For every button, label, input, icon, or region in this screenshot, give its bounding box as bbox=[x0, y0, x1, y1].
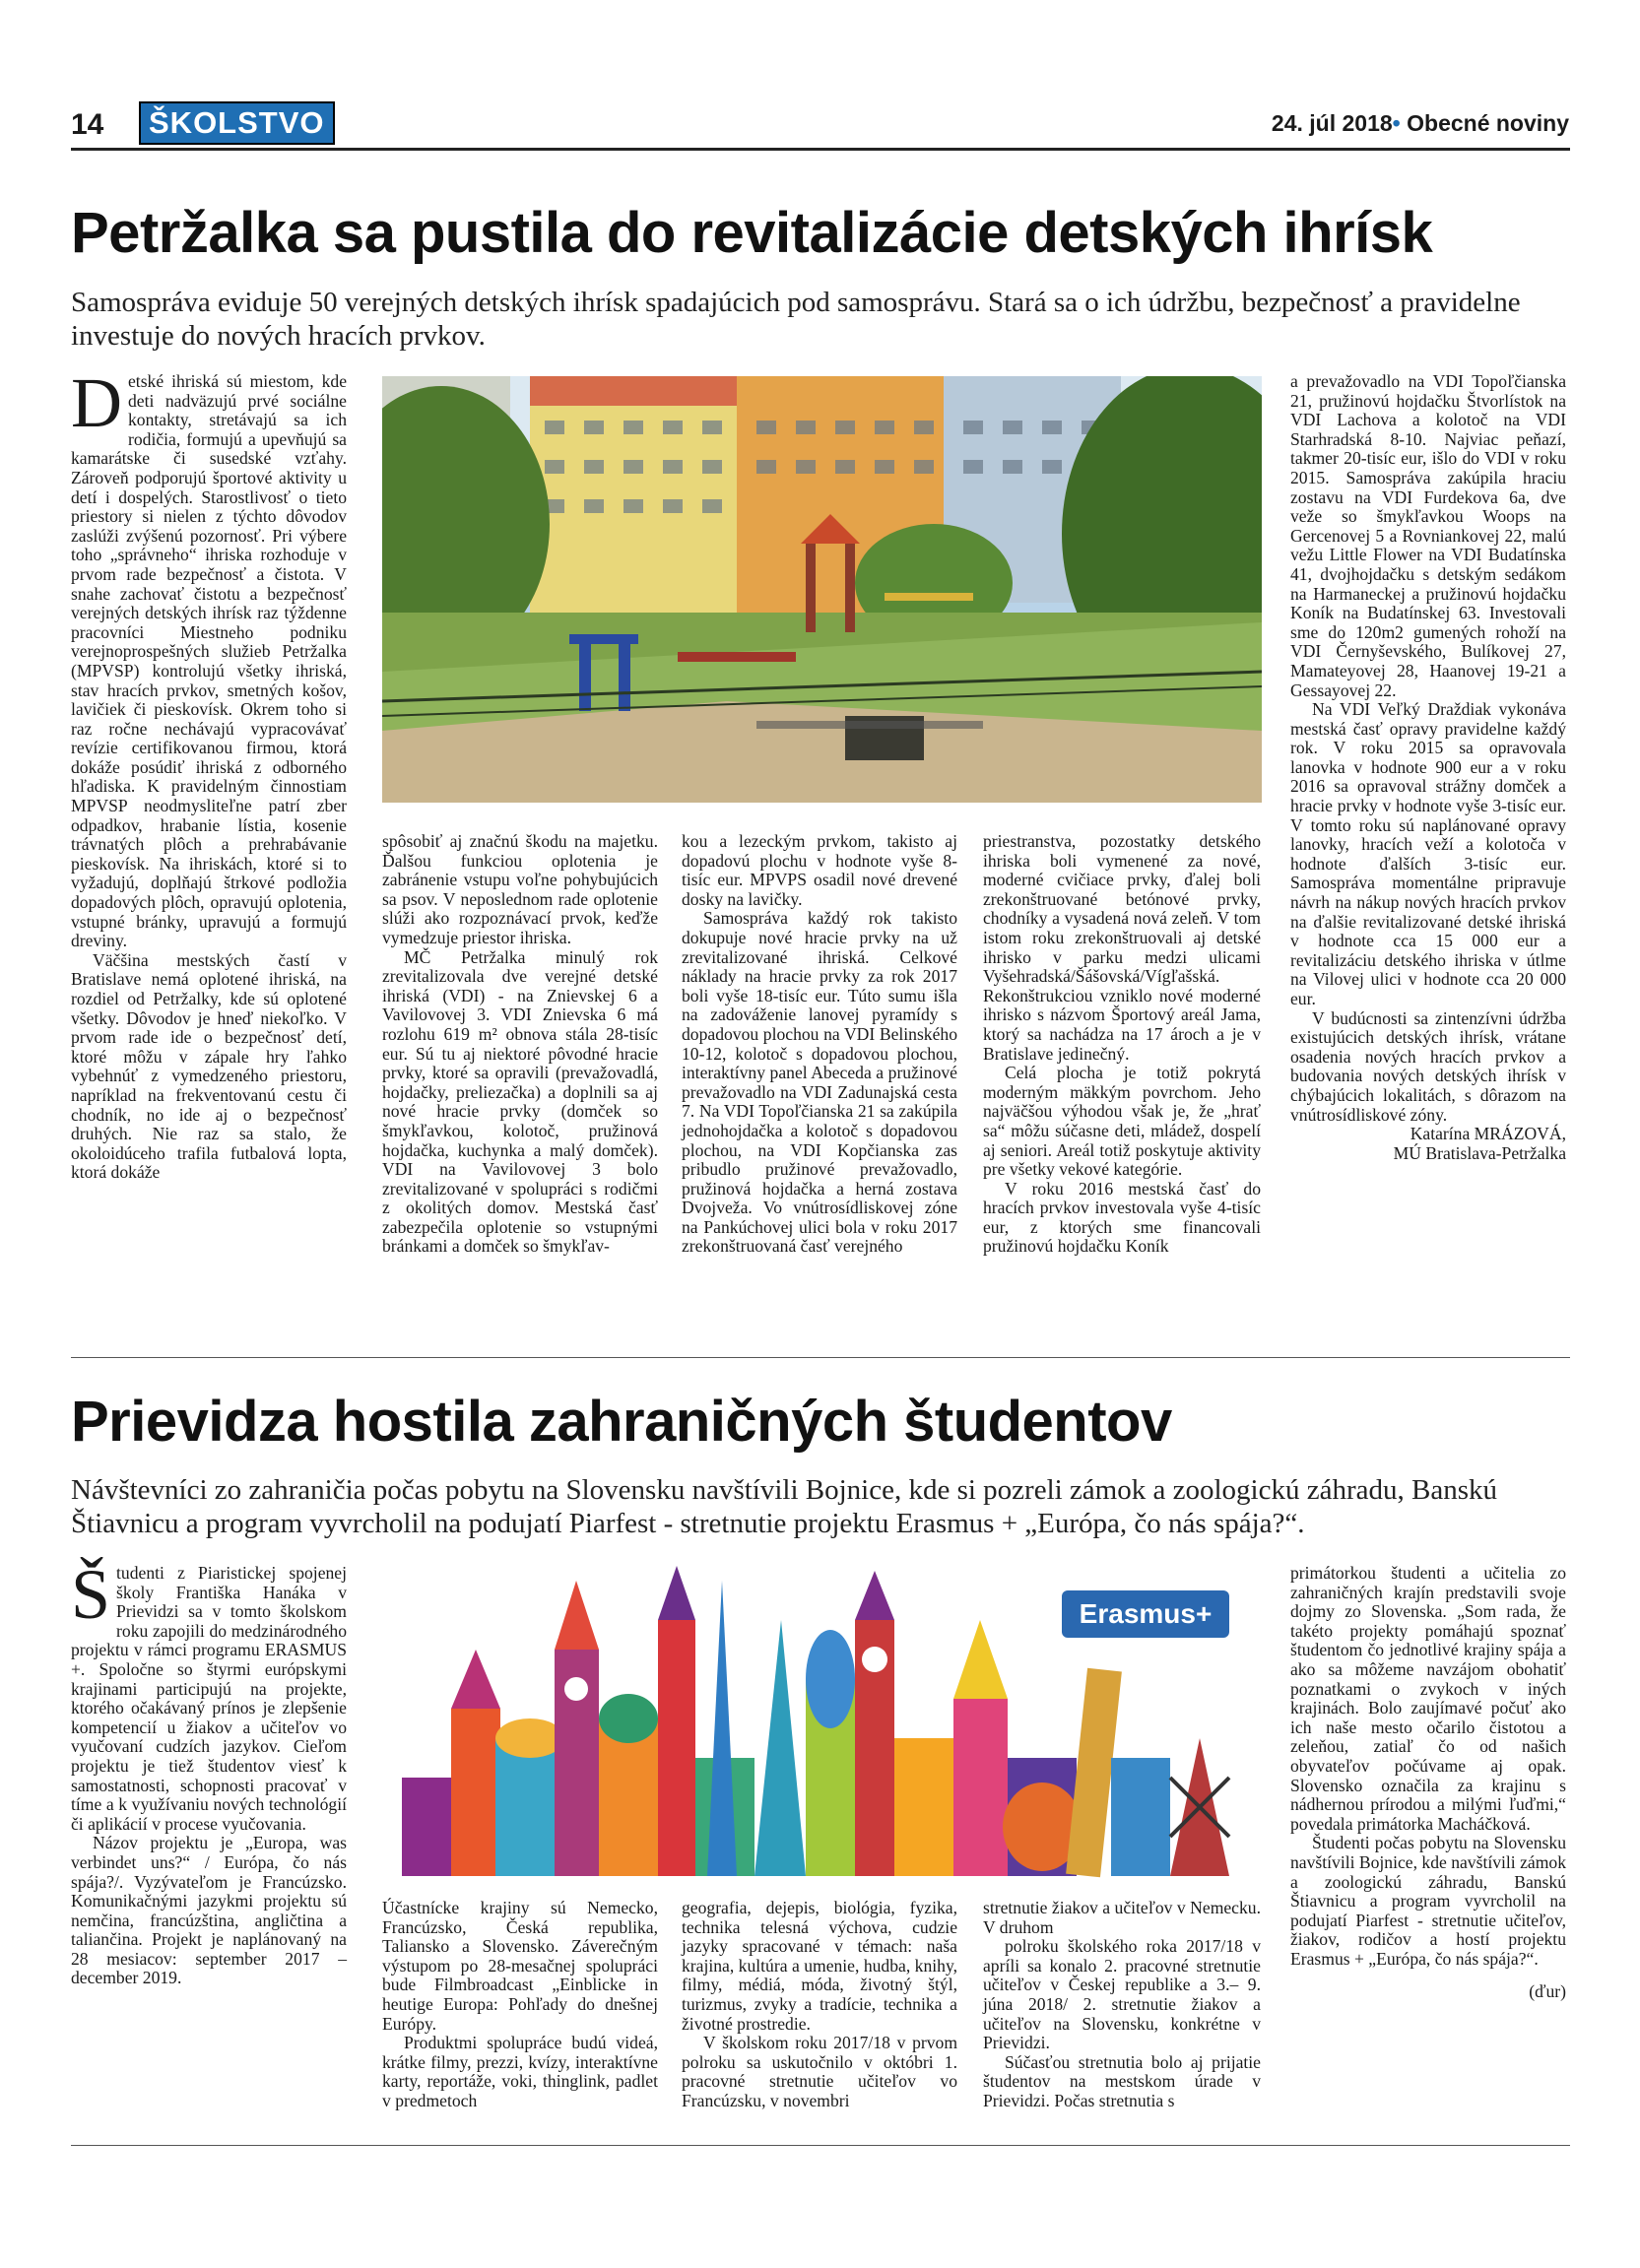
article-column-1 bbox=[71, 363, 347, 1183]
header-rule bbox=[71, 148, 1570, 151]
article-title: Prievidza hostila zahraničných študentov bbox=[71, 1390, 1172, 1454]
paragraph: V roku 2016 mestská časť do hracích prvkov investovala vyše 4-tisíc eur, z ktorých sme financovali pružinovú hojdačku Koník bbox=[983, 1178, 1261, 1257]
paragraph: Účastnícke krajiny sú Nemecko, Francúzsko, Česká republika, Taliansko a Slovensko. Záverečným výstupom po 28-mesačnej spolupráci bude Filmbroadcast „Einblicke in heutige Europa: Pohľady do dnešnej Európy. bbox=[382, 1898, 658, 2034]
issue-date: 24. júl 2018 bbox=[1271, 110, 1393, 136]
article-column-2 bbox=[382, 1899, 658, 2111]
paragraph: polroku školského roka 2017/18 v apríli sa konalo 2. pracovné stretnutie učiteľov v Českej republike a 3.– 9. júna 2018/ 2. stretnutie žiakov a učiteľov na Slovensku, konkrétne v Prievidzi. bbox=[983, 1936, 1261, 2053]
bullet: • bbox=[1392, 110, 1401, 136]
paragraph: spôsobiť aj značnú škodu na majetku. Ďalšou funkciou oplotenia je zabránenie vstupu voľne pohybujúcich sa psov. V neposlednom rade oplotenie slúži ako rozpoznávací prvok, keďže vymedzuje priestor ihriska. bbox=[382, 831, 658, 947]
paragraph: Študenti počas pobytu na Slovensku navštívili Bojnice, kde navštívili zámok a zoologickú záhradu, Banskú Štiavnicu a program vyvrcholil na podujatí Piarfest - stretnutie učiteľov, žiakov, rodičov a hostí projektu Erasmus + „Európa, čo nás spája?“. bbox=[1290, 1833, 1566, 1969]
paragraph: Názov projektu je „Europa, was verbindet uns?“ / Európa, čo nás spája?/. Vyzývateľom je Francúzsko. Komunikačnými jazykmi projektu sú nemčina, francúzština, angličtina a taliančina. Projekt je naplánovaný na 28 mesiacov: september 2017 – december 2019. bbox=[71, 1833, 347, 1988]
author-org: MÚ Bratislava-Petržalka bbox=[1393, 1142, 1566, 1163]
section-label: ŠKOLSTVO bbox=[139, 101, 335, 145]
article-column-4 bbox=[983, 1899, 1261, 2111]
paragraph: Samospráva každý rok takisto dokupuje nové hracie prvky na už zrevitalizované ihriská. Celkové náklady na hracie prvky za rok 2017 boli vyše 18-tisíc eur. Túto sumu išla na zadováženie lanovej pyramídy s dopadovou plochou na VDI Belinského 10-12, kolotoč s dopadovou plochou, interaktívny panel Abeceda a pružinové prevažovadlo na VDI Zadunajská cesta 7. Na VDI Topoľčianska 21 sa zakúpila jednohojdačka a kolotoč s dopadovou plochou, na VDI Kopčianska zas pribudlo pružinové prevažovadlo, pružinová hojdačka a herná zostava Dvojveža. Vo vnútrosídliskovej zóne na Pankúchovej ulici bola v roku 2017 zrekonštruovaná časť verejného bbox=[682, 908, 957, 1257]
article-column-3 bbox=[682, 1899, 957, 2111]
article-lead: Samospráva eviduje 50 verejných detských ihrísk spadajúcich pod samosprávu. Stará sa o ich údržbu, bezpečnosť a pravidelne investuje do nových hracích prvkov. bbox=[71, 287, 1521, 352]
playground-photo bbox=[382, 376, 1262, 803]
bottom-rule bbox=[71, 2145, 1570, 2146]
paragraph: geografia, dejepis, biológia, fyzika, technika telesná výchova, cudzie jazyky spracované v témach: naša krajina, kultúra a umenie, hudba, knihy, filmy, médiá, móda, životný štýl, turizmus, zvyky a tradície, technika a životné prostredie. bbox=[682, 1898, 957, 2034]
paragraph: tudenti z Piaristickej spojenej školy Františka Hanáka v Prievidzi sa v tomto školskom roku zapojili do medzinárodného projektu v rámci programu ERASMUS +. Spoločne so štyrmi európskymi krajinami participujú na projekte, ktorého očakávaný prínos je zlepšenie kompetencií u žiakov a učiteľov vo vyučovaní cudzích jazykov. Cieľom projektu je tiež študentov viesť k samostatnosti, schopnosti pracovať v tíme a k využívaniu nových technológií či aplikácií v procese vyučovania. bbox=[71, 1563, 347, 1834]
paragraph: stretnutie žiakov a učiteľov v Nemecku. V druhom bbox=[983, 1898, 1261, 1937]
paragraph: priestranstva, pozostatky detského ihriska boli vymenené za nové, moderné cvičiace prvky, ďalej boli zrekonštruované betónové prvky, chodníky a vysadená nová zeleň. V tom istom roku zrekonštruovali aj detské ihrisko v parku medzi ulicami Vyšehradská/Šášovská/Vígľašská. Rekonštrukciou vzniklo nové moderné ihrisko s názvom Športový areál Jama, ktorý sa nachádza na 17 ároch a je v Bratislave jedinečný. bbox=[983, 831, 1261, 1064]
drop-cap: D bbox=[71, 363, 122, 442]
page-number: 14 bbox=[71, 108, 104, 141]
paragraph: etské ihriská sú miestom, kde deti nadväzujú prvé sociálne kontakty, stretávajú sa ich rodičia, formujú a upevňujú sa kamarátske či susedské vzťahy. Zároveň podporujú športové aktivity u detí i dospelých. Starostlivosť o tieto priestory si nielen z týchto dôvodov zaslúži zvýšenú pozornosť. Pri výbere toho „správneho“ ihriska rozhoduje v prvom rade bezpečnosť a čistota. V snahe zachovať čistotu a bezpečnosť verejných detských ihrísk raz týždenne pracovníci Miestneho podniku verejnoprospešných služieb Petržalka (MPVSP) kontrolujú všetky ihriská, stav hracích prvkov, smetných košov, lavičiek či pieskovísk. Okrem toho si raz ročne nechávajú vypracovávať revízie certifikovanou firmou, ktorá dokáže posúdiť ihriská z odborného hľadiska. K pravidelným činnostiam MPVSP neodmysliteľne patrí zber odpadkov, hrabanie lístia, kosenie trávnatých plôch a prehrabávanie pieskovísk. Na ihriskách, ktoré si to vyžadujú, doplňajú štrkové podložia dopadových plôch, opravujú oplotenia, vstupné bránky, upravujú a formujú dreviny. bbox=[71, 371, 347, 951]
article-divider bbox=[71, 1357, 1570, 1358]
issue-info bbox=[1272, 110, 1569, 137]
article-title: Petržalka sa pustila do revitalizácie detských ihrísk bbox=[71, 201, 1433, 265]
article-column-5 bbox=[1290, 372, 1566, 1163]
article-column-5 bbox=[1290, 1564, 1566, 2002]
author-name: Katarína MRÁZOVÁ, bbox=[1410, 1124, 1566, 1144]
paragraph: kou a lezeckým prvkom, takisto aj dopadovú plochu v hodnote vyše 8-tisíc eur. MPVPS osadil nové drevené dosky na lavičky. bbox=[682, 831, 957, 909]
article-column-2 bbox=[382, 832, 658, 1257]
article-column-4 bbox=[983, 832, 1261, 1257]
article-column-3 bbox=[682, 832, 957, 1257]
paragraph: MČ Petržalka minulý rok zrevitalizovala dve verejné detské ihriská (VDI) - na Znievskej 6 a Vavilovovej 3. VDI Znievska 6 má rozlohu 619 m² obnova stála 28-tisíc eur. Sú tu aj niektoré pôvodné hracie prvky, ktoré sa opravili (prevažovadlá, hojdačky, preliezačka) a doplnili sa aj nové hracie prvky (domček so šmykľavkou, kolotoč, pružinová hojdačka, kuchynka a malý domček). VDI na Vavilovovej 3 bolo zrevitalizované v spolupráci s rodičmi z okolitých domov. Mestská časť zabezpečila oplotenie so vstupnými bránkami a domček so šmykľav- bbox=[382, 946, 658, 1257]
drop-cap: Š bbox=[71, 1555, 111, 1634]
paragraph: primátorkou študenti a učitelia zo zahraničných krajín predstavili svoje dojmy zo Slovenska. „Som rada, že takéto projekty pomáhajú spoznať študentom čo jednotlivé krajiny spája a ako sa môžeme navzájom obohatiť poznatkami o zvykoch v iných krajinách. Bolo zaujímavé počuť ako ich naše mesto očarilo čistotou a zeleňou, zatiaľ čo od našich obyvateľov počúvame aj opak. Slovensko označila za krajinu s nádhernou prírodou a milými ľuďmi,“ povedala primátorka Macháčková. bbox=[1290, 1563, 1566, 1834]
article-lead: Návštevníci zo zahraničia počas pobytu na Slovensku navštívili Bojnice, kde si pozreli zámok a zoologickú záhradu, Banskú Štiavnicu a program vyvrcholil na podujatí Piarfest - stretnutie projektu Erasmus + „Európa, čo nás spája?“. bbox=[71, 1474, 1497, 1539]
erasmus-illustration bbox=[382, 1561, 1262, 1886]
paragraph: Na VDI Veľký Draždiak vykonáva mestská časť opravy pravidelne každý rok. V roku 2015 sa opravovala lanovka v hodnote 900 eur a v roku 2016 sa opravoval strážny domček a hracie prvky v hodnote vyše 3-tisíc eur. V tomto roku sú naplánované opravy lanovky, hracích veží a kolotoča v hodnote ďalších 3-tisíc eur. Samospráva momentálne pripravuje návrh na nákup nových hracích prvkov na ďalšie revitalizované detské ihriská v hodnote cca 15 000 eur a revitalizáciu detského ihriska v útlme na Vilovej ulici v hodnote cca 20 000 eur. bbox=[1290, 699, 1566, 1008]
paper-name: Obecné noviny bbox=[1407, 110, 1569, 136]
paragraph: Celá plocha je totiž pokrytá moderným mäkkým povrchom. Jeho najväčšou výhodou však je, že „hrať sa“ môžu súčasne deti, mládež, dospelí aj seniori. Areál totiž poskytuje aktivity pre všetky vekové kategórie. bbox=[983, 1063, 1261, 1180]
author-name: (ďur) bbox=[1529, 1981, 1566, 2002]
paragraph: V budúcnosti sa zintenzívni údržba existujúcich detských ihrísk, vrátane osadenia nových hracích prvkov a budovania nových detských ihrísk v chýbajúcich lokalitách, s dôrazom na vnútrosídliskové zóny. bbox=[1290, 1007, 1566, 1125]
paragraph: Väčšina mestských častí v Bratislave nemá oplotené ihriská, na rozdiel od Petržalky, kde sú oplotené všetky. Dôvodov je hneď niekoľko. V prvom rade ide o bezpečnosť detí, ktoré môžu v zápale hry ľahko vybehnúť z vymedzeného priestoru, napríklad na frekventovanú cestu či chodník, no ide aj o bezpečnosť druhých. Nie raz sa stalo, že okoloidúceho trafila futbalová lopta, ktorá dokáže bbox=[71, 949, 347, 1183]
erasmus-logo-text: Erasmus+ bbox=[1079, 1598, 1213, 1629]
paragraph: Produktmi spolupráce budú videá, krátke filmy, prezzi, kvízy, interaktívne karty, reportáže, voki, thinglink, padlet v predmetoch bbox=[382, 2033, 658, 2110]
paragraph: a prevažovadlo na VDI Topoľčianska 21, pružinovú hojdačku Štvorlístok na VDI Lachova a kolotoč na VDI Starhradská 8-10. Najviac peňazí, takmer 20-tisíc eur, išlo do VDI v roku 2015. Samospráva zakúpila hraciu zostavu na VDI Furdekova 6a, dve veže so šmykľavkou Woops na Gercenovej 5 a Rovniankovej 22, malú vežu Little Flower na VDI Budatínska 41, dvojhojdačku s detským sedákom na Harmaneckej a pružinovú hojdačku Koník na Budatínskej 63. Investovali sme do 120m2 gumených rohoží na VDI Černyševského, Bulíkovej 27, Mamateyovej 28, Haanovej 19-21 a Gessayovej 22. bbox=[1290, 371, 1566, 700]
article-column-1 bbox=[71, 1555, 347, 1988]
paragraph: V školskom roku 2017/18 v prvom polroku sa uskutočnilo v októbri 1. pracovné stretnutie učiteľov vo Francúzsku, v novembri bbox=[682, 2033, 957, 2110]
paragraph: Súčasťou stretnutia bolo aj prijatie študentov na mestskom úrade v Prievidzi. Počas stretnutia s bbox=[983, 2051, 1261, 2110]
